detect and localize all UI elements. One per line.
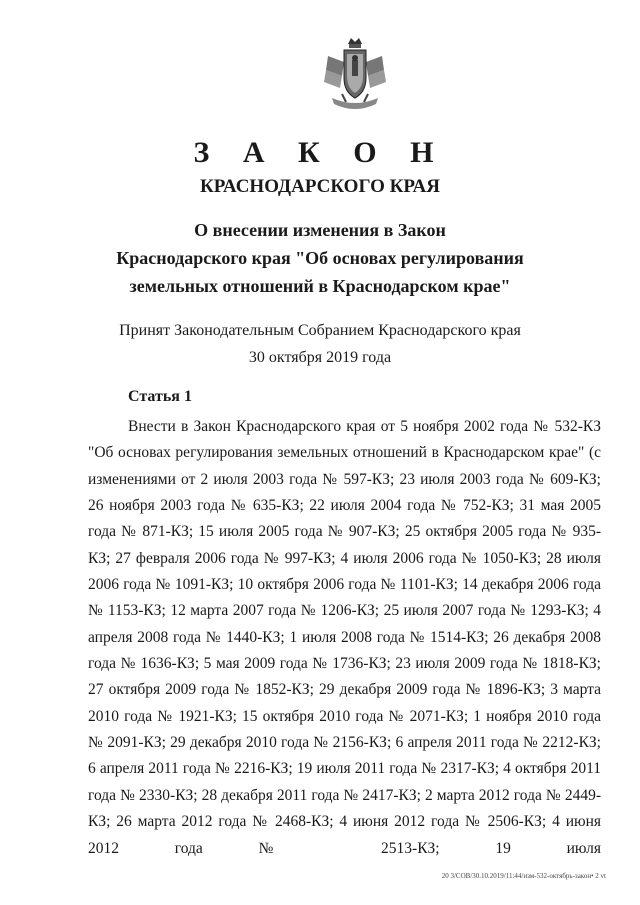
adoption-date: 30 октября 2019 года [248,349,392,366]
subject-line-1: О внесении изменения в Закон [194,220,446,240]
article-body [88,414,601,862]
law-title: З А К О Н [193,136,447,169]
article-paragraph: Внести в Закон Краснодарского края от 5 ноября 2002 года № 532-КЗ "Об основах регулирования земельных отношений в Краснодарском крае" (с изменениями от 2 июля 2003 года № 597-КЗ; 23 июля 2003 года № 609-КЗ; 26 ноября 2003 года № 635-КЗ; 22 июля 2004 года № 752-КЗ; 31 мая 2005 года № 871-КЗ; 15 июля 2005 года № 907-КЗ; 25 октября 2005 года № 935-КЗ; 27 февраля 2006 года № 997-КЗ; 4 июля 2006 года № 1050-КЗ; 28 июля 2006 года № 1091-КЗ; 10 октября 2006 года № 1101-КЗ; 14 декабря 2006 года № 1153-КЗ; 12 марта 2007 года № 1206-КЗ; 25 июля 2007 года № 1293-КЗ; 4 апреля 2008 года № 1440-КЗ; 1 июля 2008 года № 1514-КЗ; 26 декабря 2008 года № 1636-КЗ; 5 мая 2009 года № 1736-КЗ; 23 июля 2009 года № 1818-КЗ; 27 октября 2009 года № 1852-КЗ; 29 декабря 2009 года № 1896-КЗ; 3 марта 2010 года № 1921-КЗ; 15 октября 2010 года № 2071-КЗ; 1 ноября 2010 года № 2091-КЗ; 29 декабря 2010 года № 2156-КЗ; 6 апреля 2011 года № 2212-КЗ; 6 апреля 2011 года № 2216-КЗ; 19 июля 2011 года № 2317-КЗ; 4 октября 2011 года № 2330-КЗ; 28 декабря 2011 года № 2417-КЗ; 2 марта 2012 года № 2449-КЗ; 26 марта 2012 года № 2468-КЗ; 4 июня 2012 года № 2506-КЗ; 4 июня 2012 года № 2513-КЗ; 19 июля [88,418,601,857]
adoption-note [0,317,640,371]
subject-line-2: Краснодарского края "Об основах регулирования [116,248,524,268]
law-subject [0,216,640,300]
subject-line-3: земельных отношений в Краснодарском крае" [129,276,511,296]
region-title: КРАСНОДАРСКОГО КРАЯ [199,176,441,197]
article-heading: Статья 1 [128,388,192,405]
coat-of-arms-icon [322,36,388,114]
document-footer-code: 20 3/СОВ/30.10.2019/11:44/изм-532-октябрь-закон• 2 vt [441,872,606,880]
adoption-line-1: Принят Законодательным Собранием Краснодарского края [119,322,521,339]
